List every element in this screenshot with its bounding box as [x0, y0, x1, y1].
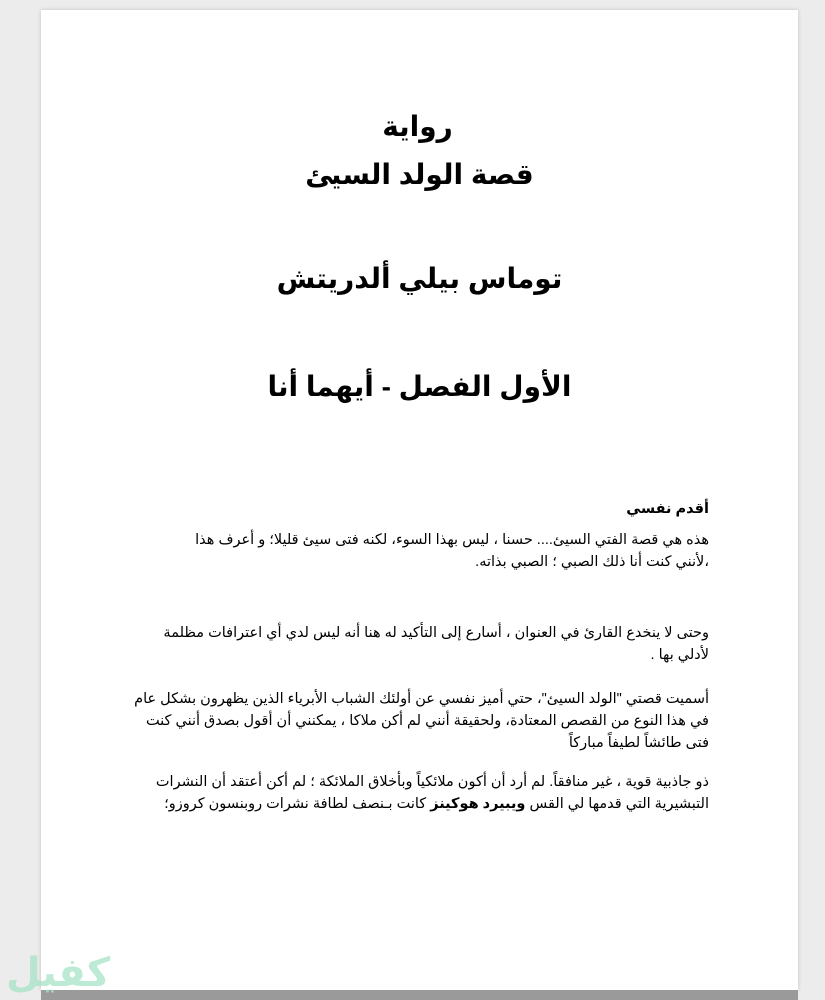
genre-title-text: رواية [382, 111, 453, 142]
viewer-bottom-strip [41, 990, 798, 1000]
section-heading: أقدم نفسي [626, 501, 709, 517]
paragraph-2: وحتى لا ينخدع القارئ في العنوان ، أسارع إلى التأكيد له هنا أنه ليس لدي أي اعترافات مظلمة لأدلي بها . [163, 625, 709, 663]
document-page [41, 10, 798, 990]
paragraph-1-line-2: ،لأنني كنت أنا ذلك الصبي ؛ الصبي بذاته. [475, 554, 709, 570]
genre-title [41, 110, 798, 143]
paragraph-3: أسميت قصتي "الولد السيئ"، حتي أميز نفسي عن أولئك الشباب الأبرياء الذين يظهرون بشكل عام في هذا النوع من القصص المعتادة، ولحقيقة أنني لم أكن ملاكا ، يمكنني أن أقول بصدق أنني كنت فتى طائشاً لطيفاً مباركاً [134, 691, 709, 751]
author-name: توماس بيلي ألدريتش [276, 263, 563, 294]
novel-title: قصة الولد السيئ [305, 159, 534, 190]
paragraph-4 [129, 771, 709, 815]
watermark-logo: كفيل [6, 950, 111, 996]
paragraph-1-line-1: هذه هي قصة الفتي السيئ.... حسنا ، ليس بهذا السوء، لكنه فتى سيئ قليلا؛ و أعرف هذا [195, 532, 709, 548]
paragraph-1 [129, 529, 709, 573]
paragraph-4-bold-name: ويبيرد هوكينز [430, 796, 526, 812]
paragraph-4-text-b: كانت بـنصف لطافة نشرات روبنسون كروزو؛ [164, 796, 431, 812]
chapter-title: الأول الفصل - أيهما أنا [267, 371, 572, 402]
paragraph-4-text-a: ذو جاذبية قوية ، غير منافقاً. لم أرد أن أكون ملائكياً وبأخلاق الملائكة ؛ لم أكن أعتقد أن النشرات التبشيرية التي قدمها لي القس [155, 774, 709, 812]
